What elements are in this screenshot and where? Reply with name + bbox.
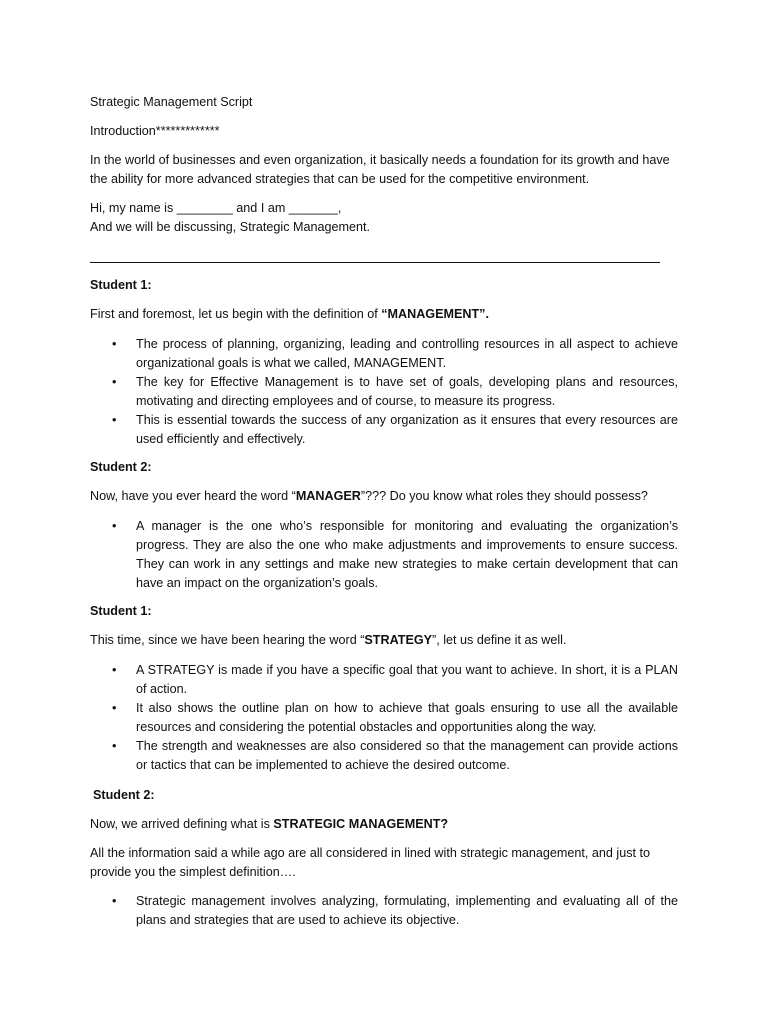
list-item: • It also shows the outline plan on how to achieve that goals ensuring to use all the available resources and considering the potential obstacles and opportunities along the way. (112, 701, 678, 734)
list-item: • A STRATEGY is made if you have a specific goal that you want to achieve. In short, it is a PLAN of action. (112, 663, 678, 696)
list-item: • A manager is the one who’s responsible for monitoring and evaluating the organization’s progress. They are also the one who make adjustments and improvements to ensure success. They can work in any settings and make new strategies to make certain development that can have an impact on the organization’s goals. (112, 519, 678, 590)
speaker-label: Student 2: (90, 460, 152, 474)
document-title: Strategic Management Script (90, 95, 253, 109)
bullet-list (112, 335, 678, 449)
section-lead: Now, we arrived defining what is STRATEGIC MANAGEMENT? (90, 817, 449, 831)
speaker-label: Student 1: (90, 604, 152, 618)
section-lead: First and foremost, let us begin with the definition of “MANAGEMENT”. (90, 307, 489, 321)
list-item: • The key for Effective Management is to have set of goals, developing plans and resources, motivating and directing employees and of course, to measure its progress. (112, 375, 678, 408)
list-item: • This is essential towards the success of any organization as it ensures that every resources are used efficiently and effectively. (112, 413, 678, 446)
bullet-list (112, 517, 678, 593)
section-lead: Now, have you ever heard the word “MANAGER”??? Do you know what roles they should possess? (90, 489, 648, 503)
section-paragraph: All the information said a while ago are all considered in lined with strategic management, and just to provide you the simplest definition…. (90, 846, 651, 879)
section-lead: This time, since we have been hearing the word “STRATEGY”, let us define it as well. (90, 633, 567, 647)
bullet-list (112, 661, 678, 775)
list-item: • The process of planning, organizing, leading and controlling resources in all aspect to achieve organizational goals is what we called, MANAGEMENT. (112, 337, 678, 370)
intro-heading: Introduction************* (90, 124, 220, 138)
speaker-label: Student 1: (90, 278, 152, 292)
bullet-list (112, 892, 678, 930)
greeting-line-2: And we will be discussing, Strategic Management. (90, 220, 371, 234)
list-item: • The strength and weaknesses are also considered so that the management can provide actions or tactics that can be implemented to achieve the desired outcome. (112, 739, 678, 772)
list-item: • Strategic management involves analyzing, formulating, implementing and evaluating all of the plans and strategies that are used to achieve its objective. (112, 894, 678, 927)
greeting-line-1: Hi, my name is ________ and I am _______, (90, 201, 342, 215)
intro-paragraph: In the world of businesses and even organization, it basically needs a foundation for its growth and have the ability for more advanced strategies that can be used for the competitive environment. (90, 153, 670, 186)
divider-line (90, 262, 660, 263)
speaker-label: Student 2: (93, 788, 155, 802)
